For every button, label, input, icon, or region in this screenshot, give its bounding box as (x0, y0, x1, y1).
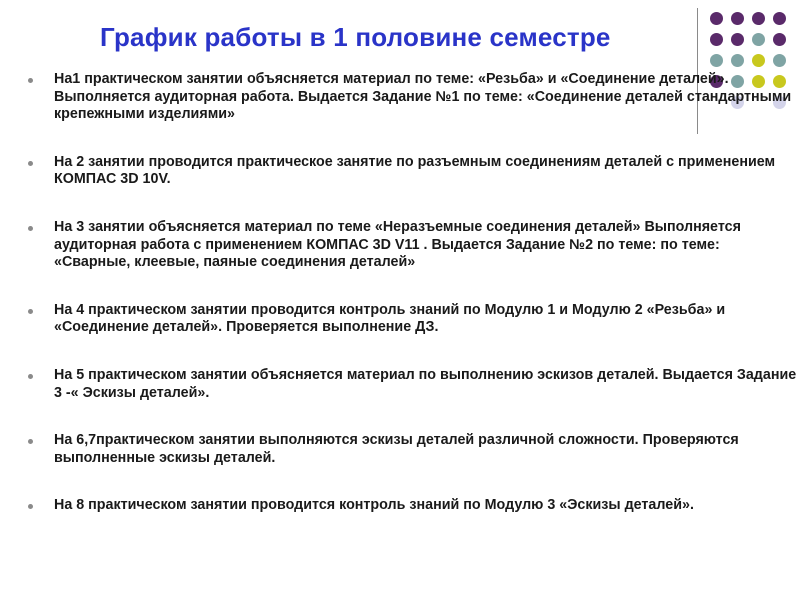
decorative-dot (773, 33, 786, 46)
decorative-dot (710, 54, 723, 67)
list-item-text: На1 практическом занятии объясняется материал по теме: «Резьба» и «Соединение деталей». Выполняется аудиторная работа. Выдается Задание №1 по теме: «Соединение деталей стандартными крепежными изделиями» (54, 71, 792, 123)
decorative-dot (752, 33, 765, 46)
list-item (28, 497, 798, 515)
list-item-text: На 4 практическом занятии проводится контроль знаний по Модулю 1 и Модулю 2 «Резьба» и «Соединение деталей». Проверяется выполнение ДЗ. (54, 301, 726, 336)
decorative-dot (731, 12, 744, 25)
decorative-dot (773, 12, 786, 25)
list-item-text: На 5 практическом занятии объясняется материал по выполнению эскизов деталей. Выдается Задание 3 -« Эскизы деталей». (54, 366, 797, 401)
decorative-dot (710, 12, 723, 25)
decorative-dot (773, 54, 786, 67)
decorative-dot (731, 33, 744, 46)
list-item-text: На 8 практическом занятии проводится контроль знаний по Модулю 3 «Эскизы деталей». (54, 497, 694, 514)
bullet-icon (28, 78, 33, 83)
bullet-icon (28, 504, 33, 509)
decorative-dot (752, 54, 765, 67)
list-item (28, 432, 798, 467)
bullet-icon (28, 439, 33, 444)
bullet-icon (28, 309, 33, 314)
list-item-text: На 2 занятии проводится практическое занятие по разъемным соединениям деталей с применением КОМПАС 3D 10V. (54, 153, 776, 188)
bullet-icon (28, 226, 33, 231)
list-item (28, 302, 798, 337)
decorative-dot (752, 12, 765, 25)
decorative-dot (710, 33, 723, 46)
bullet-list (28, 71, 798, 545)
list-item-text: На 3 занятии объясняется материал по теме «Неразъемные соединения деталей» Выполняется аудиторная работа с применением КОМПАС 3D V11 . Выдается Задание №2 по теме: по теме: «Сварные, клеевые, паяные соединения деталей» (54, 218, 741, 271)
list-item (28, 219, 798, 272)
bullet-icon (28, 161, 33, 166)
list-item-text: На 6,7практическом занятии выполняются эскизы деталей различной сложности. Проверяются выполненные эскизы деталей. (54, 432, 739, 466)
list-item (28, 154, 798, 189)
decorative-dot (731, 54, 744, 67)
list-item (28, 367, 798, 402)
bullet-icon (28, 374, 33, 379)
slide-title: График работы в 1 половине семестре (100, 22, 611, 52)
list-item (28, 71, 798, 124)
